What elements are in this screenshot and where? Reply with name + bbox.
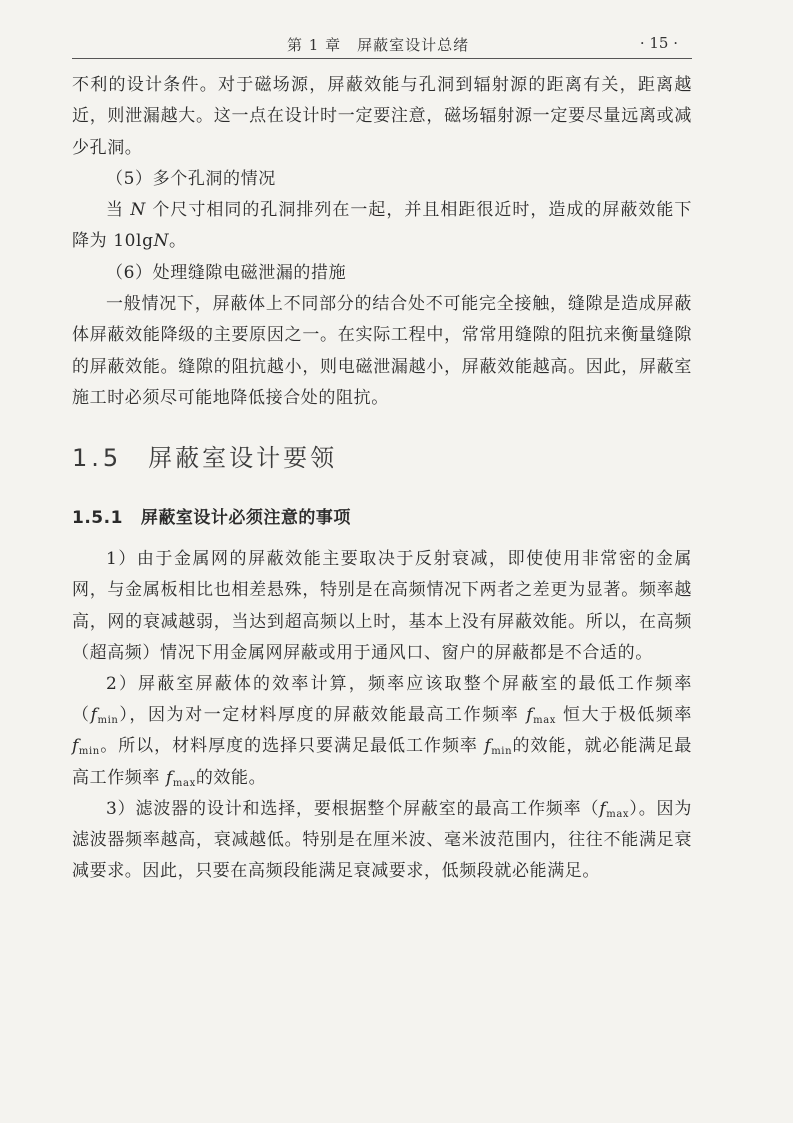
paragraph-multiple-holes: 当 N 个尺寸相同的孔洞排列在一起，并且相距很近时，造成的屏蔽效能下降为 10lgN。	[72, 200, 692, 252]
subsection-heading	[72, 504, 692, 532]
item-heading-6: （6）处理缝隙电磁泄漏的措施	[106, 262, 347, 283]
section-title: 屏蔽室设计要领	[148, 444, 338, 473]
subsection-number: 1.5.1	[72, 508, 123, 529]
page-number: · 15 ·	[639, 34, 678, 52]
section-number: 1.5	[72, 444, 123, 473]
header-rule	[72, 58, 692, 59]
paragraph-seam-leakage: 一般情况下，屏蔽体上不同部分的结合处不可能完全接触，缝隙是造成屏蔽体屏蔽效能降级的主要原因之一。在实际工程中，常常用缝隙的阻抗来衡量缝隙的屏蔽效能。缝隙的阻抗越小，则电磁泄漏越小，屏蔽效能越高。因此，屏蔽室施工时必须尽可能地降低接合处的阻抗。	[72, 294, 692, 408]
list-item-3: 3）滤波器的设计和选择，要根据整个屏蔽室的最高工作频率$(f_{max})$。因为滤波器频率越高，衰减越低。特别是在厘米波、毫米波范围内，往往不能满足衰减要求。因此，只要在高频段能满足衰减要求，低频段就必能满足。	[72, 798, 692, 882]
section-heading	[72, 438, 692, 478]
item-heading-5: （5）多个孔洞的情况	[106, 168, 276, 189]
subsection-title: 屏蔽室设计必须注意的事项	[140, 508, 351, 529]
list-item-2: 2）屏蔽室屏蔽体的效率计算，频率应该取整个屏蔽室的最低工作频率$(f_{min})$，因为对一定材料厚度的屏蔽效能最高工作频率 $f_{max}$ 恒大于极低频率 $f_{min}$。所以，材料厚度的选择只要满足最低工作频率 $f_{min}$的效能，就必能满足最高工作频率 $f_{max}$的效能。	[72, 674, 692, 789]
page-header	[72, 30, 692, 54]
chapter-title: 第 1 章 屏蔽室设计总绪	[287, 36, 470, 54]
page-body	[72, 70, 692, 888]
list-item-1: 1）由于金属网的屏蔽效能主要取决于反射衰减，即使使用非常密的金属网，与金属板相比也相差悬殊，特别是在高频情况下两者之差更为显著。频率越高，网的衰减越弱，当达到超高频以上时，基本上没有屏蔽效能。所以，在高频（超高频）情况下用金属网屏蔽或用于通风口、窗户的屏蔽都是不合适的。	[72, 549, 692, 663]
paragraph-continued: 不利的设计条件。对于磁场源，屏蔽效能与孔洞到辐射源的距离有关，距离越近，则泄漏越大。这一点在设计时一定要注意，磁场辐射源一定要尽量远离或减少孔洞。	[72, 75, 692, 158]
